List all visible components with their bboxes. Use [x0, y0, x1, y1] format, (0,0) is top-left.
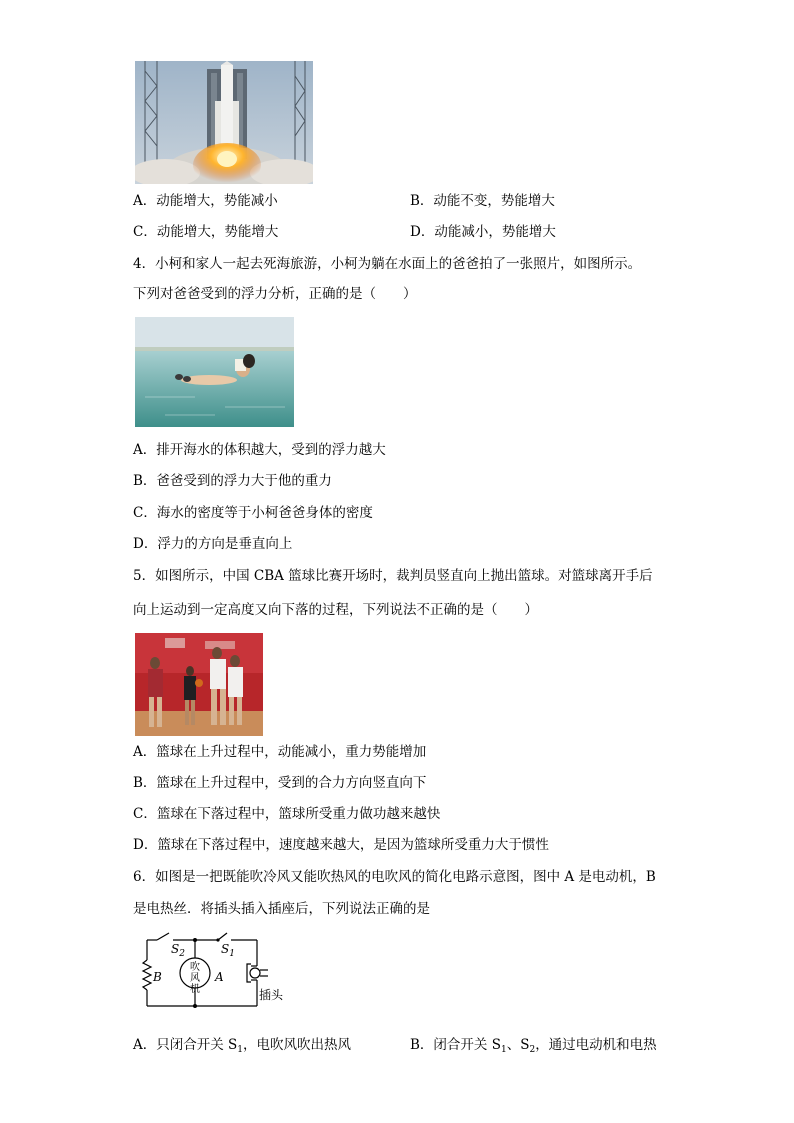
q3-option-b: B．动能不变，势能增大 [410, 193, 555, 209]
hair-dryer-circuit-diagram [135, 928, 295, 1018]
switch-s1-label: $S_1$ [221, 942, 235, 959]
q6-option-b: B．闭合开关 $S_1$、$S_2$，通过电动机和电热 [410, 1037, 657, 1055]
dead-sea-photo [135, 317, 294, 427]
q5-option-a: A．篮球在上升过程中，动能减小，重力势能增加 [133, 744, 427, 760]
heater-b-label: B [153, 970, 162, 984]
q5-stem-line2: 向上运动到一定高度又向下落的过程，下列说法不正确的是（ ） [133, 602, 538, 618]
q6-stem-line1: 6．如图是一把既能吹冷风又能吹热风的电吹风的简化电路示意图，图中 A 是电动机，B [133, 869, 656, 885]
q5-option-d: D．篮球在下落过程中，速度越来越大，是因为篮球所受重力大于惯性 [133, 837, 549, 853]
motor-a-label: A [215, 970, 224, 984]
q5-option-b: B．篮球在上升过程中，受到的合力方向竖直向下 [133, 775, 427, 791]
q6-option-a: A．只闭合开关 $S_1$，电吹风吹出热风 [133, 1037, 352, 1055]
q3-option-c: C．动能增大，势能增大 [133, 224, 279, 240]
basketball-tipoff-photo [135, 633, 263, 736]
motor-label: 吹风 机 [190, 962, 200, 995]
plug-label: 插头 [259, 988, 284, 1002]
rocket-launch-photo [135, 61, 313, 184]
q4-stem-line2: 下列对爸爸受到的浮力分析，正确的是（ ） [133, 286, 417, 302]
q6-stem-line2: 是电热丝．将插头插入插座后，下列说法正确的是 [133, 901, 430, 917]
q4-option-b: B．爸爸受到的浮力大于他的重力 [133, 473, 332, 489]
q5-stem-line1: 5．如图所示，中国 CBA 篮球比赛开场时，裁判员竖直向上抛出篮球。对篮球离开手后 [133, 568, 653, 584]
q3-option-a: A．动能增大，势能减小 [133, 193, 278, 209]
q4-stem-line1: 4．小柯和家人一起去死海旅游，小柯为躺在水面上的爸爸拍了一张照片，如图所示。 [133, 256, 642, 272]
switch-s2-label: $S_2$ [171, 942, 185, 959]
q5-option-c: C．篮球在下落过程中，篮球所受重力做功越来越快 [133, 806, 441, 822]
q3-option-d: D．动能减小，势能增大 [410, 224, 556, 240]
q4-option-c: C．海水的密度等于小柯爸爸身体的密度 [133, 505, 373, 521]
q4-option-a: A．排开海水的体积越大，受到的浮力越大 [133, 442, 386, 458]
q4-option-d: D．浮力的方向是垂直向上 [133, 536, 293, 552]
